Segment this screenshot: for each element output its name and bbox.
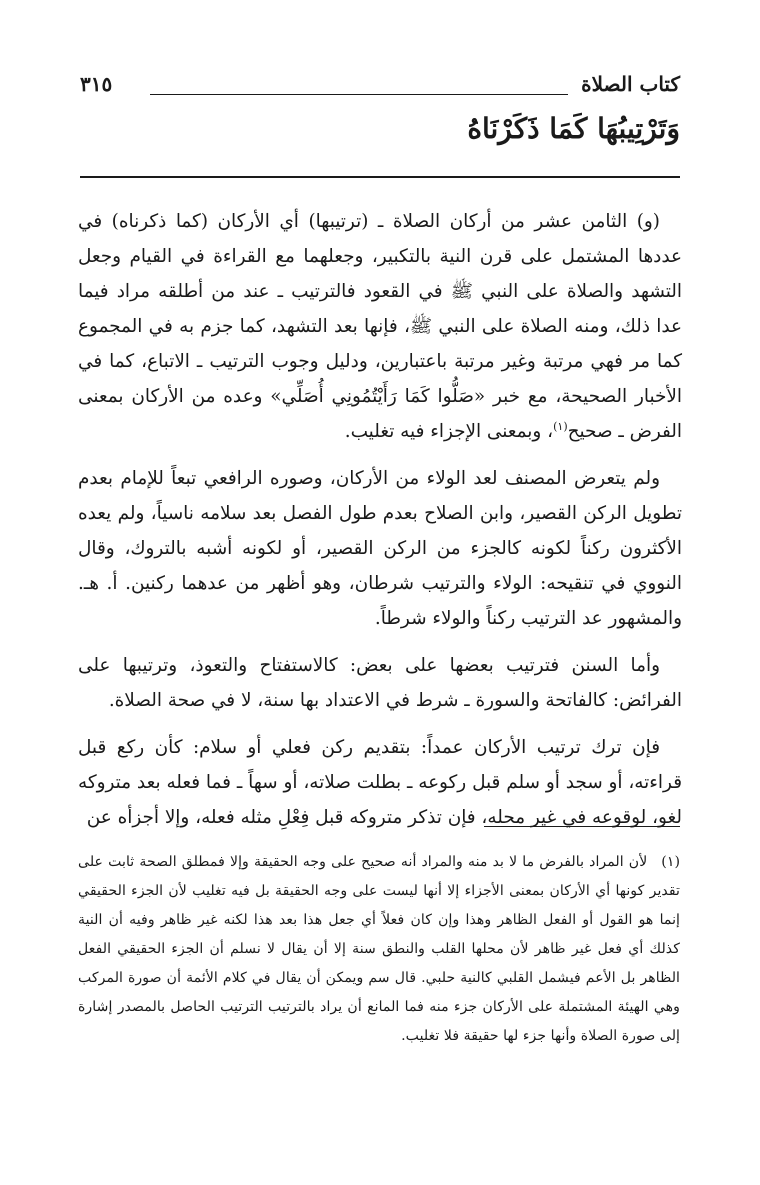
matn-separator <box>80 176 680 178</box>
paragraph <box>78 204 682 449</box>
matn-text: وَتَرْتِيبُهَا كَمَا ذَكَرْنَاهُ <box>467 112 680 145</box>
page-header <box>80 70 680 100</box>
paragraph-tail: ، وبمعنى الإجزاء فيه تغليب. <box>344 421 554 442</box>
commentary-body <box>78 204 682 847</box>
paragraph: فإن ترك ترتيب الأركان عمداً: بتقديم ركن فعلي أو سلام: كأن ركع قبل قراءته، أو سجد أو سلم قبل ركوعه ـ بطلت صلاته، أو سهاً ـ فما فعله بعد متروكه لغو، لوقوعه في غير محله، فإن تذكر متروكه قبل فِعْلِ مثله فعله، وإلا أجزأه عن <box>78 737 682 828</box>
footnote-text: لأن المراد بالفرض ما لا بد منه والمراد أنه صحيح على وجه الحقيقة وإلا فمطلق الصحة ثابت على تقدير كونها أي الأركان بمعنى الأجزاء إلا أنها ليست على وجه الحقيقة بل فيه تغليب لأن الجزء الحقيقي إنما هو القول أو الفعل الظاهر وهذا وإن كان فعلاً أي جعل هذا بعد هذا لكنه غير ظاهر وفيه أن النية كذلك أي فعل غير ظاهر لأن محلها القلب والنطق سنة إلا أن يقال لا نسلم أن الجزء الحقيقي الفعل الظاهر بل الأعم فيشمل القلبي كالنية حلبي. قال سم ويمكن أن يقال في كلام الأئمة أن صورة المركب وهي الهيئة المشتملة على الأركان جزء منه فما المانع أن يراد بالترتيب الترتيب الحاصل بالمصدر إشارة إلى صورة الصلاة وأنها جزء لها حقيقة فلا تغليب. <box>78 854 680 1044</box>
footnote-marker: (١) <box>661 854 680 870</box>
paragraph: وأما السنن فترتيب بعضها على بعض: كالاستفتاح والتعوذ، وترتيبها على الفرائض: كالفاتحة والسورة ـ شرط في الاعتداد بها سنة، لا في صحة الصلاة. <box>78 655 682 711</box>
paragraph: ولم يتعرض المصنف لعد الولاء من الأركان، وصوره الرافعي تبعاً للإمام بعدم تطويل الركن القصير، وابن الصلاح بعدم طول الفصل بعد سلامه ناسياً، ولم يعده الأكثرون ركناً لكونه كالجزء من الركن القصير، أو لكونه أشبه بالتروك، وقال النووي في تنقيحه: الولاء والترتيب شرطان، وهو أظهر من عدهما ركنين. أ. هـ. والمشهور عد الترتيب ركناً والولاء شرطاً. <box>78 468 682 629</box>
paragraph-text: (و) الثامن عشر من أركان الصلاة ـ (ترتيبها) أي الأركان (كما ذكرناه) في عددها المشتمل على قرن النية بالتكبير، وجعلهما مع القراءة في القيام وجعل التشهد والصلاة على النبي ﷺ في القعود فالترتيب ـ عند من أطلقه مراد فيما عدا ذلك، ومنه الصلاة على النبي ﷺ، فإنها بعد التشهد، كما جزم به في المجموع كما مر فهي مرتبة وغير مرتبة باعتبارين، ودليل وجوب الترتيب ـ الاتباع، كما في الأخبار الصحيحة، مع خبر «صَلُّوا كَمَا رَأَيْتُمُونِي أُصَلِّي» وعده من الأركان بمعنى الفرض ـ صحيح <box>78 211 682 442</box>
footnote-reference[interactable]: (١) <box>553 419 568 433</box>
header-rule <box>150 94 568 95</box>
footnote <box>78 848 680 1051</box>
running-title: كتاب الصلاة <box>581 72 680 96</box>
page-number: ٣١٥ <box>80 72 113 96</box>
footnote-separator <box>484 826 680 827</box>
